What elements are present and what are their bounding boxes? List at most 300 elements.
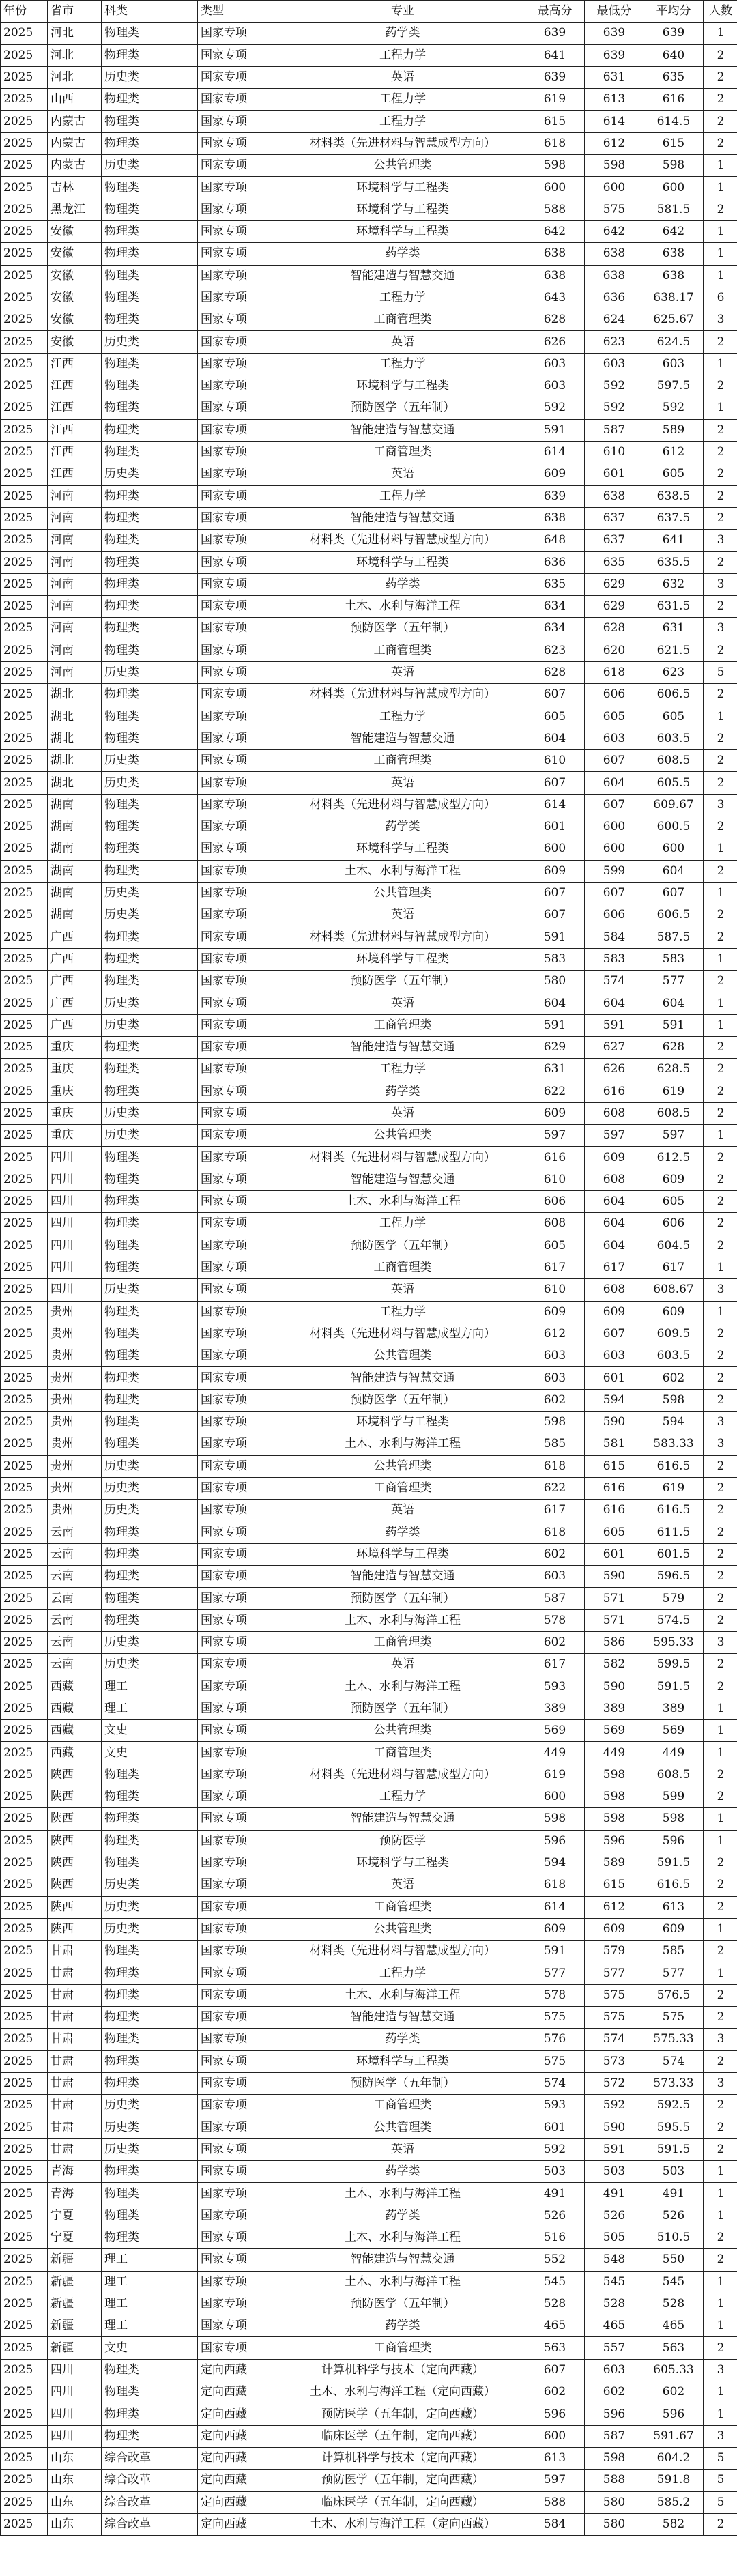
cell-province: 新疆 bbox=[48, 2337, 102, 2359]
cell-type: 国家专项 bbox=[198, 1389, 280, 1411]
cell-major: 药学类 bbox=[280, 2161, 525, 2183]
cell-count: 2 bbox=[704, 684, 737, 706]
cell-category: 物理类 bbox=[102, 243, 198, 265]
cell-count: 1 bbox=[704, 397, 737, 419]
cell-max-score: 641 bbox=[525, 44, 585, 66]
cell-avg-score: 606.5 bbox=[644, 684, 704, 706]
cell-major: 智能建造与智慧交通 bbox=[280, 1367, 525, 1389]
cell-avg-score: 583.33 bbox=[644, 1433, 704, 1455]
table-row bbox=[1, 2491, 737, 2513]
cell-type: 国家专项 bbox=[198, 66, 280, 88]
cell-count: 2 bbox=[704, 419, 737, 441]
cell-type: 国家专项 bbox=[198, 1279, 280, 1301]
cell-province: 甘肃 bbox=[48, 2029, 102, 2050]
table-row bbox=[1, 44, 737, 66]
table-row bbox=[1, 1698, 737, 1719]
cell-min-score: 607 bbox=[585, 1323, 644, 1345]
cell-type: 国家专项 bbox=[198, 1014, 280, 1036]
cell-year: 2025 bbox=[1, 1433, 48, 1455]
cell-min-score: 614 bbox=[585, 111, 644, 132]
cell-min-score: 605 bbox=[585, 1521, 644, 1543]
cell-type: 国家专项 bbox=[198, 1521, 280, 1543]
cell-year: 2025 bbox=[1, 2205, 48, 2227]
cell-avg-score: 619 bbox=[644, 1477, 704, 1499]
cell-avg-score: 605 bbox=[644, 463, 704, 485]
cell-avg-score: 528 bbox=[644, 2293, 704, 2315]
cell-min-score: 603 bbox=[585, 2359, 644, 2381]
cell-max-score: 592 bbox=[525, 397, 585, 419]
cell-type: 国家专项 bbox=[198, 2161, 280, 2183]
cell-count: 1 bbox=[704, 1962, 737, 1984]
cell-year: 2025 bbox=[1, 1764, 48, 1786]
cell-year: 2025 bbox=[1, 397, 48, 419]
cell-type: 国家专项 bbox=[198, 1720, 280, 1742]
cell-type: 国家专项 bbox=[198, 1631, 280, 1653]
cell-category: 物理类 bbox=[102, 177, 198, 199]
cell-avg-score: 594 bbox=[644, 1412, 704, 1433]
cell-max-score: 605 bbox=[525, 706, 585, 728]
cell-province: 安徽 bbox=[48, 220, 102, 242]
cell-count: 1 bbox=[704, 1918, 737, 1940]
table-row bbox=[1, 1962, 737, 1984]
table-row bbox=[1, 1588, 737, 1609]
cell-avg-score: 612 bbox=[644, 441, 704, 463]
cell-type: 定向西藏 bbox=[198, 2470, 280, 2491]
table-row bbox=[1, 353, 737, 375]
cell-year: 2025 bbox=[1, 2359, 48, 2381]
cell-avg-score: 604 bbox=[644, 992, 704, 1014]
cell-year: 2025 bbox=[1, 926, 48, 948]
table-row bbox=[1, 1918, 737, 1940]
cell-category: 历史类 bbox=[102, 1500, 198, 1521]
cell-category: 物理类 bbox=[102, 287, 198, 309]
cell-max-score: 465 bbox=[525, 2315, 585, 2337]
cell-category: 物理类 bbox=[102, 1213, 198, 1235]
cell-avg-score: 600 bbox=[644, 838, 704, 860]
cell-province: 西藏 bbox=[48, 1698, 102, 1719]
cell-max-score: 526 bbox=[525, 2205, 585, 2227]
cell-type: 国家专项 bbox=[198, 904, 280, 926]
cell-province: 贵州 bbox=[48, 1412, 102, 1433]
cell-count: 1 bbox=[704, 155, 737, 177]
table-row bbox=[1, 2447, 737, 2469]
table-row bbox=[1, 2205, 737, 2227]
table-row bbox=[1, 1081, 737, 1102]
cell-type: 国家专项 bbox=[198, 375, 280, 397]
cell-count: 2 bbox=[704, 2007, 737, 2029]
cell-major: 工程力学 bbox=[280, 1962, 525, 1984]
table-row bbox=[1, 2271, 737, 2293]
cell-category: 理工 bbox=[102, 2315, 198, 2337]
cell-category: 历史类 bbox=[102, 66, 198, 88]
cell-max-score: 609 bbox=[525, 1301, 585, 1323]
table-row bbox=[1, 706, 737, 728]
cell-category: 物理类 bbox=[102, 860, 198, 882]
cell-category: 历史类 bbox=[102, 331, 198, 353]
cell-major: 土木、水利与海洋工程 bbox=[280, 1433, 525, 1455]
cell-year: 2025 bbox=[1, 2470, 48, 2491]
cell-province: 陕西 bbox=[48, 1786, 102, 1808]
cell-min-score: 608 bbox=[585, 1279, 644, 1301]
cell-type: 定向西藏 bbox=[198, 2381, 280, 2403]
cell-max-score: 639 bbox=[525, 485, 585, 507]
cell-major: 工程力学 bbox=[280, 89, 525, 111]
cell-type: 国家专项 bbox=[198, 23, 280, 44]
cell-type: 国家专项 bbox=[198, 1609, 280, 1631]
cell-type: 国家专项 bbox=[198, 485, 280, 507]
cell-min-score: 604 bbox=[585, 1235, 644, 1257]
table-row bbox=[1, 199, 737, 220]
cell-min-score: 638 bbox=[585, 265, 644, 287]
cell-major: 药学类 bbox=[280, 2315, 525, 2337]
cell-province: 广西 bbox=[48, 971, 102, 992]
cell-min-score: 604 bbox=[585, 992, 644, 1014]
cell-province: 青海 bbox=[48, 2183, 102, 2205]
table-row bbox=[1, 1764, 737, 1786]
cell-major: 预防医学（五年制） bbox=[280, 397, 525, 419]
cell-min-score: 608 bbox=[585, 1102, 644, 1124]
cell-min-score: 599 bbox=[585, 860, 644, 882]
cell-major: 土木、水利与海洋工程 bbox=[280, 1676, 525, 1698]
cell-max-score: 593 bbox=[525, 2095, 585, 2117]
cell-min-score: 604 bbox=[585, 1191, 644, 1213]
cell-major: 预防医学（五年制，定向西藏） bbox=[280, 2403, 525, 2425]
cell-avg-score: 597.5 bbox=[644, 375, 704, 397]
cell-min-score: 598 bbox=[585, 1764, 644, 1786]
cell-province: 江西 bbox=[48, 419, 102, 441]
cell-avg-score: 577 bbox=[644, 971, 704, 992]
cell-max-score: 491 bbox=[525, 2183, 585, 2205]
cell-category: 物理类 bbox=[102, 684, 198, 706]
cell-min-score: 590 bbox=[585, 1412, 644, 1433]
cell-year: 2025 bbox=[1, 1962, 48, 1984]
cell-count: 2 bbox=[704, 971, 737, 992]
cell-year: 2025 bbox=[1, 2227, 48, 2248]
cell-avg-score: 598 bbox=[644, 155, 704, 177]
cell-year: 2025 bbox=[1, 1896, 48, 1918]
cell-category: 文史 bbox=[102, 2337, 198, 2359]
cell-province: 甘肃 bbox=[48, 2117, 102, 2138]
cell-avg-score: 491 bbox=[644, 2183, 704, 2205]
cell-category: 物理类 bbox=[102, 1081, 198, 1102]
cell-province: 西藏 bbox=[48, 1676, 102, 1698]
cell-avg-score: 602 bbox=[644, 1367, 704, 1389]
cell-avg-score: 589 bbox=[644, 419, 704, 441]
cell-type: 国家专项 bbox=[198, 2293, 280, 2315]
cell-type: 国家专项 bbox=[198, 1455, 280, 1477]
cell-type: 国家专项 bbox=[198, 772, 280, 794]
cell-max-score: 602 bbox=[525, 1543, 585, 1565]
table-row bbox=[1, 2425, 737, 2447]
cell-category: 物理类 bbox=[102, 530, 198, 552]
cell-year: 2025 bbox=[1, 1301, 48, 1323]
cell-max-score: 577 bbox=[525, 1962, 585, 1984]
cell-category: 物理类 bbox=[102, 1412, 198, 1433]
cell-max-score: 598 bbox=[525, 155, 585, 177]
table-row bbox=[1, 1631, 737, 1653]
cell-max-score: 588 bbox=[525, 2491, 585, 2513]
cell-major: 工商管理类 bbox=[280, 441, 525, 463]
cell-min-score: 607 bbox=[585, 750, 644, 772]
cell-category: 物理类 bbox=[102, 265, 198, 287]
cell-count: 3 bbox=[704, 794, 737, 816]
cell-count: 3 bbox=[704, 1412, 737, 1433]
cell-max-score: 622 bbox=[525, 1081, 585, 1102]
cell-avg-score: 563 bbox=[644, 2337, 704, 2359]
cell-major: 工商管理类 bbox=[280, 2337, 525, 2359]
cell-year: 2025 bbox=[1, 2425, 48, 2447]
cell-max-score: 609 bbox=[525, 1918, 585, 1940]
cell-category: 物理类 bbox=[102, 353, 198, 375]
cell-avg-score: 591.5 bbox=[644, 1852, 704, 1874]
cell-province: 江西 bbox=[48, 441, 102, 463]
cell-max-score: 601 bbox=[525, 2117, 585, 2138]
cell-province: 河南 bbox=[48, 530, 102, 552]
cell-major: 智能建造与智慧交通 bbox=[280, 419, 525, 441]
cell-province: 四川 bbox=[48, 1235, 102, 1257]
cell-year: 2025 bbox=[1, 1918, 48, 1940]
cell-max-score: 636 bbox=[525, 552, 585, 573]
table-row bbox=[1, 1808, 737, 1830]
cell-max-score: 580 bbox=[525, 971, 585, 992]
cell-province: 贵州 bbox=[48, 1433, 102, 1455]
table-row bbox=[1, 1742, 737, 1764]
cell-type: 国家专项 bbox=[198, 132, 280, 154]
cell-min-score: 601 bbox=[585, 463, 644, 485]
cell-category: 物理类 bbox=[102, 1389, 198, 1411]
cell-min-score: 631 bbox=[585, 66, 644, 88]
cell-major: 材料类（先进材料与智慧成型方向） bbox=[280, 926, 525, 948]
cell-type: 国家专项 bbox=[198, 155, 280, 177]
cell-count: 2 bbox=[704, 1235, 737, 1257]
cell-category: 物理类 bbox=[102, 640, 198, 661]
cell-year: 2025 bbox=[1, 1521, 48, 1543]
cell-count: 2 bbox=[704, 463, 737, 485]
cell-max-score: 578 bbox=[525, 1984, 585, 2006]
cell-max-score: 638 bbox=[525, 243, 585, 265]
cell-max-score: 606 bbox=[525, 1191, 585, 1213]
cell-avg-score: 604.5 bbox=[644, 1235, 704, 1257]
cell-min-score: 607 bbox=[585, 882, 644, 904]
cell-avg-score: 616 bbox=[644, 89, 704, 111]
cell-max-score: 600 bbox=[525, 838, 585, 860]
cell-max-score: 617 bbox=[525, 1257, 585, 1278]
cell-major: 智能建造与智慧交通 bbox=[280, 728, 525, 749]
cell-type: 国家专项 bbox=[198, 1191, 280, 1213]
cell-province: 新疆 bbox=[48, 2271, 102, 2293]
table-row bbox=[1, 2470, 737, 2491]
cell-type: 国家专项 bbox=[198, 2227, 280, 2248]
cell-category: 历史类 bbox=[102, 1896, 198, 1918]
cell-max-score: 603 bbox=[525, 375, 585, 397]
cell-min-score: 572 bbox=[585, 2072, 644, 2094]
cell-major: 智能建造与智慧交通 bbox=[280, 507, 525, 529]
cell-type: 国家专项 bbox=[198, 596, 280, 618]
cell-type: 定向西藏 bbox=[198, 2403, 280, 2425]
table-row bbox=[1, 2095, 737, 2117]
cell-major: 公共管理类 bbox=[280, 1125, 525, 1147]
header-min-score: 最低分 bbox=[585, 1, 644, 23]
cell-category: 物理类 bbox=[102, 2007, 198, 2029]
cell-min-score: 591 bbox=[585, 1014, 644, 1036]
cell-avg-score: 569 bbox=[644, 1720, 704, 1742]
cell-avg-score: 577 bbox=[644, 1962, 704, 1984]
cell-province: 湖南 bbox=[48, 860, 102, 882]
cell-count: 1 bbox=[704, 2293, 737, 2315]
cell-count: 1 bbox=[704, 706, 737, 728]
cell-avg-score: 614.5 bbox=[644, 111, 704, 132]
table-row bbox=[1, 1852, 737, 1874]
cell-province: 湖南 bbox=[48, 838, 102, 860]
cell-max-score: 619 bbox=[525, 89, 585, 111]
cell-count: 1 bbox=[704, 1720, 737, 1742]
table-row bbox=[1, 1147, 737, 1169]
cell-province: 贵州 bbox=[48, 1477, 102, 1499]
cell-major: 公共管理类 bbox=[280, 1455, 525, 1477]
cell-avg-score: 591 bbox=[644, 1014, 704, 1036]
cell-type: 国家专项 bbox=[198, 1412, 280, 1433]
table-row bbox=[1, 1257, 737, 1278]
cell-category: 历史类 bbox=[102, 882, 198, 904]
cell-year: 2025 bbox=[1, 66, 48, 88]
cell-type: 国家专项 bbox=[198, 331, 280, 353]
cell-major: 英语 bbox=[280, 1654, 525, 1676]
cell-year: 2025 bbox=[1, 1631, 48, 1653]
cell-type: 国家专项 bbox=[198, 684, 280, 706]
cell-type: 国家专项 bbox=[198, 618, 280, 640]
cell-avg-score: 603.5 bbox=[644, 728, 704, 749]
cell-province: 陕西 bbox=[48, 1874, 102, 1896]
table-row bbox=[1, 1279, 737, 1301]
table-row bbox=[1, 1389, 737, 1411]
cell-type: 国家专项 bbox=[198, 728, 280, 749]
cell-year: 2025 bbox=[1, 2513, 48, 2535]
cell-max-score: 605 bbox=[525, 1235, 585, 1257]
cell-province: 山东 bbox=[48, 2491, 102, 2513]
cell-max-score: 613 bbox=[525, 2447, 585, 2469]
cell-min-score: 581 bbox=[585, 1433, 644, 1455]
cell-category: 综合改革 bbox=[102, 2513, 198, 2535]
cell-major: 智能建造与智慧交通 bbox=[280, 1808, 525, 1830]
cell-max-score: 598 bbox=[525, 1412, 585, 1433]
cell-avg-score: 581.5 bbox=[644, 199, 704, 220]
cell-year: 2025 bbox=[1, 2029, 48, 2050]
cell-province: 甘肃 bbox=[48, 2138, 102, 2160]
cell-type: 国家专项 bbox=[198, 992, 280, 1014]
cell-province: 广西 bbox=[48, 926, 102, 948]
cell-category: 物理类 bbox=[102, 596, 198, 618]
cell-major: 环境科学与工程类 bbox=[280, 1852, 525, 1874]
cell-max-score: 591 bbox=[525, 419, 585, 441]
cell-count: 2 bbox=[704, 331, 737, 353]
cell-avg-score: 640 bbox=[644, 44, 704, 66]
cell-category: 历史类 bbox=[102, 2117, 198, 2138]
cell-major: 公共管理类 bbox=[280, 155, 525, 177]
cell-major: 材料类（先进材料与智慧成型方向） bbox=[280, 530, 525, 552]
table-row bbox=[1, 2359, 737, 2381]
cell-major: 环境科学与工程类 bbox=[280, 375, 525, 397]
cell-year: 2025 bbox=[1, 1500, 48, 1521]
cell-min-score: 587 bbox=[585, 419, 644, 441]
cell-major: 环境科学与工程类 bbox=[280, 1412, 525, 1433]
cell-major: 英语 bbox=[280, 992, 525, 1014]
cell-type: 国家专项 bbox=[198, 353, 280, 375]
cell-avg-score: 612.5 bbox=[644, 1147, 704, 1169]
cell-major: 土木、水利与海洋工程（定向西藏） bbox=[280, 2513, 525, 2535]
cell-year: 2025 bbox=[1, 177, 48, 199]
cell-category: 历史类 bbox=[102, 661, 198, 683]
cell-max-score: 604 bbox=[525, 992, 585, 1014]
cell-count: 2 bbox=[704, 750, 737, 772]
cell-category: 物理类 bbox=[102, 2205, 198, 2227]
cell-type: 国家专项 bbox=[198, 1345, 280, 1367]
cell-max-score: 608 bbox=[525, 1213, 585, 1235]
cell-category: 历史类 bbox=[102, 1654, 198, 1676]
cell-max-score: 634 bbox=[525, 618, 585, 640]
cell-major: 公共管理类 bbox=[280, 2117, 525, 2138]
cell-count: 2 bbox=[704, 2227, 737, 2248]
cell-min-score: 637 bbox=[585, 507, 644, 529]
table-row bbox=[1, 155, 737, 177]
cell-avg-score: 510.5 bbox=[644, 2227, 704, 2248]
cell-province: 甘肃 bbox=[48, 2072, 102, 2094]
cell-min-score: 603 bbox=[585, 1345, 644, 1367]
cell-avg-score: 592.5 bbox=[644, 2095, 704, 2117]
header-max-score: 最高分 bbox=[525, 1, 585, 23]
cell-year: 2025 bbox=[1, 882, 48, 904]
cell-type: 国家专项 bbox=[198, 265, 280, 287]
table-row bbox=[1, 728, 737, 749]
cell-avg-score: 617 bbox=[644, 1257, 704, 1278]
cell-min-score: 600 bbox=[585, 838, 644, 860]
cell-major: 英语 bbox=[280, 772, 525, 794]
cell-province: 湖南 bbox=[48, 904, 102, 926]
cell-year: 2025 bbox=[1, 507, 48, 529]
cell-major: 智能建造与智慧交通 bbox=[280, 265, 525, 287]
cell-year: 2025 bbox=[1, 441, 48, 463]
table-row bbox=[1, 971, 737, 992]
cell-category: 物理类 bbox=[102, 1609, 198, 1631]
table-row bbox=[1, 463, 737, 485]
cell-type: 国家专项 bbox=[198, 1477, 280, 1499]
cell-category: 物理类 bbox=[102, 23, 198, 44]
cell-province: 江西 bbox=[48, 353, 102, 375]
cell-avg-score: 598 bbox=[644, 1389, 704, 1411]
cell-year: 2025 bbox=[1, 331, 48, 353]
cell-min-score: 600 bbox=[585, 816, 644, 838]
cell-province: 湖北 bbox=[48, 706, 102, 728]
cell-min-score: 587 bbox=[585, 2425, 644, 2447]
cell-province: 湖北 bbox=[48, 750, 102, 772]
cell-year: 2025 bbox=[1, 1081, 48, 1102]
cell-min-score: 528 bbox=[585, 2293, 644, 2315]
cell-count: 3 bbox=[704, 1433, 737, 1455]
cell-avg-score: 585.2 bbox=[644, 2491, 704, 2513]
cell-min-score: 590 bbox=[585, 1566, 644, 1588]
cell-max-score: 585 bbox=[525, 1433, 585, 1455]
cell-major: 智能建造与智慧交通 bbox=[280, 1036, 525, 1058]
cell-major: 药学类 bbox=[280, 1521, 525, 1543]
cell-type: 国家专项 bbox=[198, 44, 280, 66]
cell-year: 2025 bbox=[1, 794, 48, 816]
cell-avg-score: 596.5 bbox=[644, 1566, 704, 1588]
table-row bbox=[1, 287, 737, 309]
cell-type: 国家专项 bbox=[198, 530, 280, 552]
cell-category: 物理类 bbox=[102, 2359, 198, 2381]
cell-province: 广西 bbox=[48, 992, 102, 1014]
cell-province: 四川 bbox=[48, 2381, 102, 2403]
cell-category: 综合改革 bbox=[102, 2447, 198, 2469]
